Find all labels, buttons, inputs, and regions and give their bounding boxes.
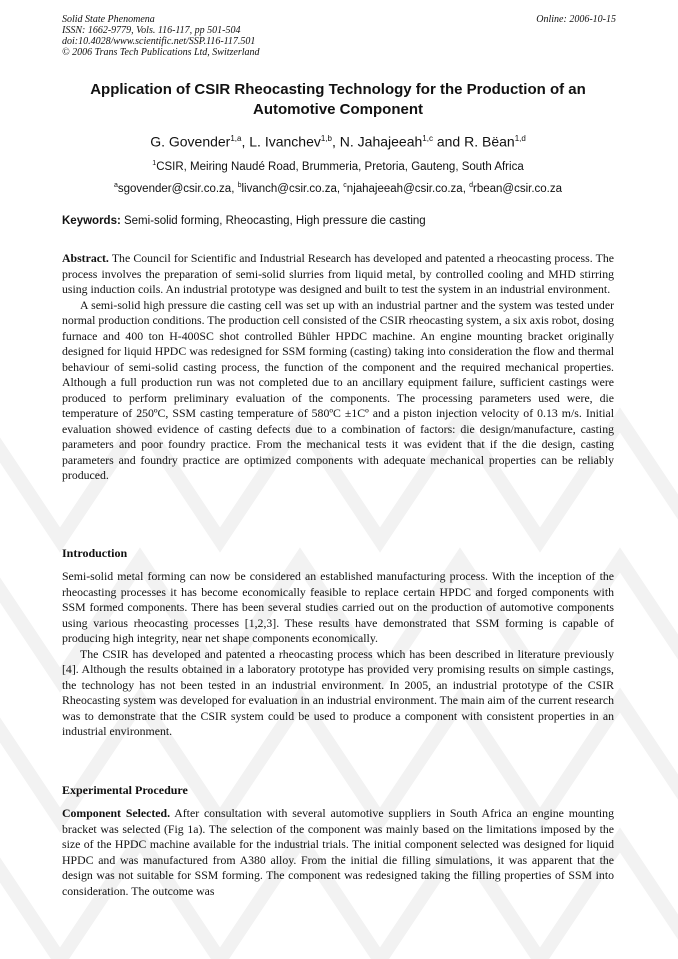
- author-sup: 1,d: [514, 134, 526, 143]
- journal-name: Solid State Phenomena: [62, 14, 155, 25]
- author-sup: 1,a: [230, 134, 242, 143]
- author-name: G. Govender: [150, 133, 231, 150]
- journal-issn: ISSN: 1662-9779, Vols. 116-117, pp 501-504: [62, 25, 241, 36]
- component-selected-text: After consultation with several automotive suppliers in South Africa an engine mounting bracket was selected (Fig 1a). The selection of the component was mainly based on the limitations imposed by the size of the HPDC machine available for the industrial trials. The initial component selected was designed for liquid HPDC and was manufactured from A380 alloy. From the initial die filling simulations, it was apparent that the design was not suitable for SSM forming. The component was redesigned taking the filling properties of SSM into consideration. The outcome was: [62, 806, 614, 898]
- abstract-text: The Council for Scientific and Industrial Research has developed and patented a rheocasting process. The process involves the preparation of semi-solid slurries from liquid metal, by controlled cooling and MHD stirring using induction coils. An industrial prototype was designed and built to test the system in an industrial environment.: [62, 251, 614, 296]
- email-link[interactable]: njahajeeah@csir.co.za: [346, 182, 463, 195]
- online-date: Online: 2006-10-15: [536, 14, 616, 25]
- affiliation-text: CSIR, Meiring Naudé Road, Brummeria, Pretoria, Gauteng, South Africa: [156, 160, 524, 173]
- author-separator: ,: [331, 133, 340, 150]
- author-name: R. Bëan: [464, 133, 515, 150]
- introduction-section: [62, 569, 614, 740]
- affiliation-sup: 1: [152, 160, 157, 167]
- journal-doi: doi:10.4028/www.scientific.net/SSP.116-117.501: [62, 36, 256, 47]
- author-separator: ,: [241, 133, 250, 150]
- email-sup: b: [237, 182, 242, 189]
- abstract-paragraph-1: [62, 251, 614, 298]
- introduction-heading: Introduction: [62, 546, 128, 560]
- keywords-label: Keywords:: [62, 215, 121, 227]
- email-link[interactable]: livanch@csir.co.za: [241, 182, 337, 195]
- journal-copyright: © 2006 Trans Tech Publications Ltd, Switzerland: [62, 47, 260, 58]
- author-name: N. Jahajeeah: [339, 133, 423, 150]
- email-sup: d: [469, 182, 473, 189]
- author-sup: 1,b: [320, 134, 332, 143]
- paper-title: Application of CSIR Rheocasting Technology for the Production of an Automotive Component: [90, 81, 586, 118]
- author-separator: and: [432, 133, 465, 150]
- journal-header: [62, 14, 260, 58]
- affiliation: [62, 157, 614, 174]
- author-list: [62, 130, 614, 151]
- keywords: [62, 214, 614, 228]
- abstract-label: Abstract.: [62, 251, 109, 265]
- abstract-paragraph-2: A semi-solid high pressure die casting cell was set up with an industrial partner and the system was tested under normal production conditions. The production cell consisted of the CSIR rheocasting system, a six axis robot, dosing furnace and 400 ton H-400SC shot controlled Bühler HPDC machine. An engine mounting bracket originally designed for liquid HPDC was redesigned for SSM forming (casting) taking into consideration the flow and thermal behaviour of semi-solid casting process, the function of the component and the required mechanical properties. Although a full production run was not completed due to an ancillary equipment failure, sufficient castings were produced to perform preliminary evaluation of the components. The processing parameters used were, die temperature of 250ºC, SSM casting temperature of 580ºC ±1Cº and a piston injection velocity of 0.13 m/s. Initial evaluation showed evidence of casting defects due to a combination of factors: die design/manufacture, casting parameters and poor foundry practice. From the mechanical tests it was evident that if the die design, casting parameters and foundry practice are optimized components with adequate mechanical properties can be reliably produced.: [62, 297, 614, 482]
- experimental-heading: Experimental Procedure: [62, 783, 188, 797]
- author-name: L. Ivanchev: [249, 133, 321, 150]
- keywords-text: Semi-solid forming, Rheocasting, High pressure die casting: [120, 215, 426, 227]
- introduction-paragraph-2: The CSIR has developed and patented a rheocasting process which has been described in literature previously [4]. Although the results obtained in a laboratory prototype has provided very promising results on simple castings, the technology has not been tested in an industrial environment. In 2005, an industrial prototype of the CSIR Rheocasting system was developed for evaluation in an industrial environment. The main aim of the current research was to demonstrate that the CSIR system could be used to produce a component with consistent properties in an industrial environment.: [62, 646, 614, 738]
- email-link[interactable]: sgovender@csir.co.za: [117, 182, 232, 195]
- author-emails: $^a$sgovender@csir.co.za, $^b$livanch@csir.co.za, $^c$njahajeeah@csir.co.za, $^d$rbean@csir.co.za: [113, 182, 563, 195]
- email-sup: a: [113, 182, 118, 189]
- experimental-section: [62, 806, 614, 899]
- abstract-section: [62, 251, 614, 484]
- email-sup: c: [343, 182, 347, 189]
- experimental-paragraph-1: [62, 806, 614, 899]
- author-sup: 1,c: [422, 134, 433, 143]
- introduction-paragraph-1: Semi-solid metal forming can now be considered an established manufacturing process. With the inception of the rheocasting processes it has become economically feasible to replace certain HPDC and forged components with SSM formed components. There has been several studies carried out on the production of automotive components using various rheocasting processes [1,2,3]. These results have demonstrated that SSM forming is capable of producing high integrity, near net shape components economically.: [62, 569, 614, 645]
- email-link[interactable]: rbean@csir.co.za: [472, 182, 563, 195]
- component-selected-label: Component Selected.: [62, 806, 171, 820]
